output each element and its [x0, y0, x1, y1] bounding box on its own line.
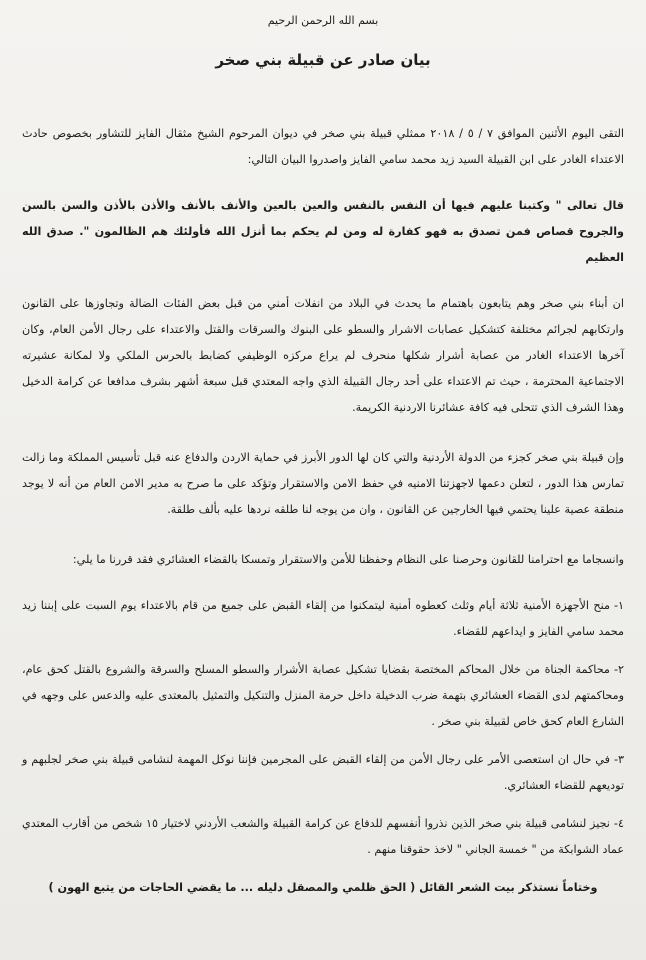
item-number: ١-: [613, 599, 624, 612]
closing-verse: وختاماً نستذكر بيت الشعر القائل ( الحق ظلمي والمصقل دليله ... ما يقضي الحاجات من يتبع الهون ): [48, 881, 598, 894]
item-number: ٣-: [613, 753, 624, 766]
list-item: [22, 747, 624, 799]
quran-quote: قال تعالى " وكتبنا عليهم فيها أن النفس بالنفس والعين بالعين والأنف بالأنف والأذن بالأذن والسن بالسن والجروح قصاص فمن تصدق به فهو كفارة له ومن لم يحكم بما أنزل الله فأولئك هم الظالمون ". صدق الله العظيم: [22, 199, 624, 264]
item-text: منح الأجهزة الأمنية ثلاثة أيام وثلث كعطوه أمنية ليتمكنوا من إلقاء القبض على جميع من قام بالاعتداء يوم السبت على إبننا زيد محمد سامي الفايز و ايداعهم للقضاء.: [22, 599, 624, 638]
decisions-list: [22, 593, 624, 863]
page-title: بيان صادر عن قبيلة بني صخر: [215, 51, 431, 69]
item-text: نجيز لنشامى قبيلة بني صخر الذين نذروا أنفسهم للدفاع عن كرامة القبيلة والشعب الأردني لاختيار ١٥ شخص من أقارب المعتدي عماد الشوابكة من " خمسة الجاني " لاخذ حقوقنا منهم .: [22, 817, 624, 856]
item-text: في حال ان استعصى الأمر على رجال الأمن من إلقاء القبض على المجرمين فإننا نوكل المهمة لنشامى قبيلة بني صخر لجلبهم و توديعهم للقضاء العشائري.: [22, 753, 624, 792]
item-number: ٤-: [613, 817, 624, 830]
list-item: [22, 657, 624, 735]
paragraph-3: وانسجاما مع احترامنا للقانون وحرصنا على النظام وحفظنا للأمن والاستقرار وتمسكا بالقضاء العشائري فقد قررنا ما يلي:: [72, 553, 624, 566]
paragraph-1: ان أبناء بني صخر وهم يتابعون باهتمام ما يحدث في البلاد من انفلات أمني من قبل بعض الفئات الضالة وتجاوزها على القانون وارتكابهم لجرائم مختلفة كتشكيل عصابات الاشرار والسطو على البنوك والسرقات والقتل والاعتداء على رجال الأمن العام، وكان آخرها الاعتداء الغادر من عصابة أشرار شكلها منحرف لم يراع مركزه الوظيفي كضابط بالحرس الملكي ولا لمكانة عشيرته الاجتماعية المحترمة ، حيث تم الاعتداء على أحد رجال القبيلة الذي واجه المعتدي قبل سبعة أشهر بشرف مدافعا عن كرامة الدخيل وهذا الشرف الذي تتحلى فيه كافة عشائرنا الاردنية الكريمة.: [22, 297, 624, 414]
intro-paragraph: التقى اليوم الأثنين الموافق ٧ / ٥ / ٢٠١٨ ممثلي قبيلة بني صخر في ديوان المرحوم الشيخ مثقال الفايز للتشاور بخصوص حادث الاعتداء الغادر على ابن القبيلة السيد زيد محمد سامي الفايز واصدروا البيان التالي:: [22, 127, 624, 166]
list-item: [22, 593, 624, 645]
list-item: [22, 811, 624, 863]
item-text: محاكمة الجناة من خلال المحاكم المختصة بقضايا تشكيل عصابة الأشرار والسطو المسلح والسرقة والشروع بالقتل كحق عام، ومحاكمتهم لدى القضاء العشائري بتهمة ضرب الدخيلة داخل حرمة المنزل والتنكيل والتمثيل بالمعتدى عليه والدعس على وجهه في الشارع العام كحق خاص لقبيلة بني صخر .: [22, 663, 624, 728]
paragraph-2: وإن قبيلة بني صخر كجزء من الدولة الأردنية والتي كان لها الدور الأبرز في حماية الاردن والدفاع عنه قبل تأسيس المملكة وما زالت تمارس هذا الدور ، لتعلن دعمها لاجهزتنا الامنيه في حفظ الامن والاستقرار وتؤكد على ما صرح به مدير الامن العام من أنه لا يوجد منطقة عصية علينا يحتمي فيها الخارجين عن القانون ، وان من يوجه لنا طلقه نردها عليه بألف طلقة.: [22, 451, 624, 516]
basmala: بسم الله الرحمن الرحيم: [267, 14, 379, 27]
item-number: ٢-: [613, 663, 624, 676]
